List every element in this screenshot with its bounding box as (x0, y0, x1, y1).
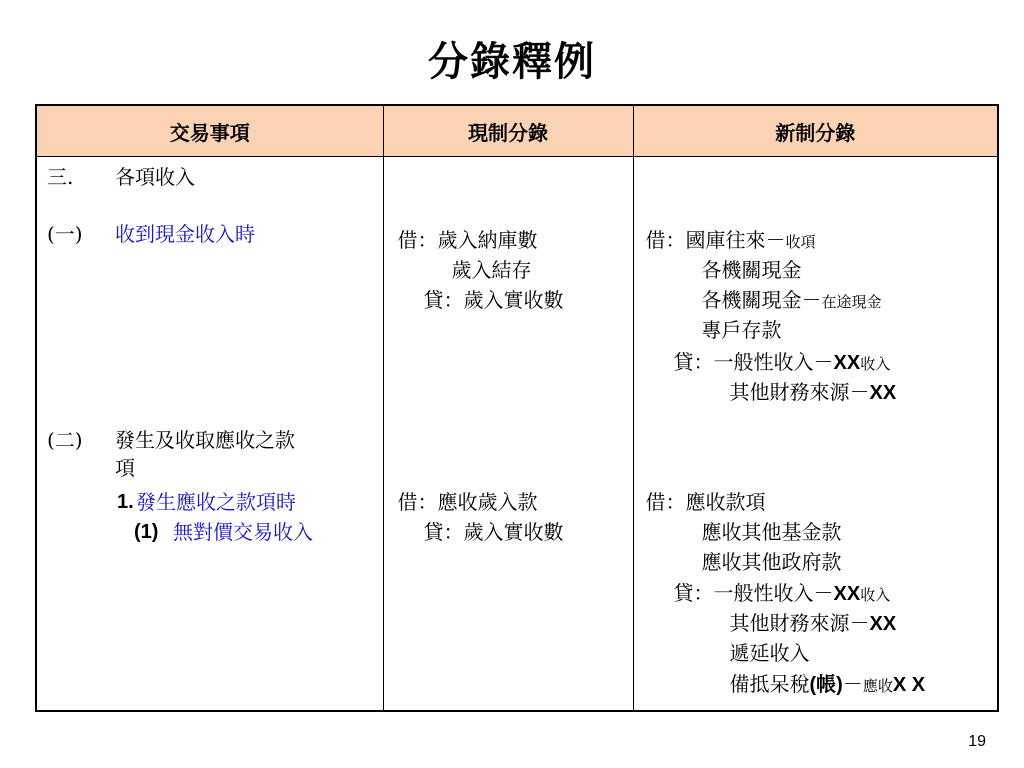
entry-line: 各機關現金－在途現金 (701, 288, 882, 312)
entry-line: 借：應收歲入款 (397, 490, 538, 514)
entry-line: 應收其他基金款 (701, 520, 842, 544)
section-title: 各項收入 (115, 165, 195, 189)
entry-line: 各機關現金 (701, 258, 802, 282)
slide-title: 分錄釋例 (428, 38, 596, 85)
entry-line: 應收其他政府款 (701, 550, 842, 574)
entry-line: 貸：一般性收入－XX收入 (673, 581, 891, 605)
entry-line: 貸：一般性收入－XX收入 (673, 350, 891, 374)
item-title-receivables-cont: 項 (115, 456, 135, 480)
item-number: (二) (47, 428, 83, 452)
entry-line: 遞延收入 (729, 641, 810, 665)
entry-line: 備抵呆稅(帳)－應收X X (729, 672, 926, 696)
entry-line: 借：歲入納庫數 (397, 228, 538, 252)
entry-line: 其他財務來源－XX (729, 380, 897, 404)
sub-item-number: 1. (117, 491, 134, 513)
entry-line: 貸：歲入實收數 (423, 288, 564, 312)
entry-line: 專戶存款 (701, 318, 782, 342)
header-new-system: 新制分錄 (633, 105, 998, 157)
entry-line: 貸：歲入實收數 (423, 520, 564, 544)
transaction-cell (36, 157, 383, 712)
sub-item-title: 發生應收之款項時 (136, 490, 296, 514)
item-title-receivables: 發生及收取應收之款 (115, 428, 295, 452)
entry-line: 其他財務來源－XX (729, 611, 897, 635)
page-number: 19 (968, 733, 986, 750)
table-body-row (36, 157, 998, 712)
table-header-row (36, 105, 998, 157)
sub-sub-item-title: 無對價交易收入 (173, 520, 313, 544)
new-entry-cell (633, 157, 998, 712)
item-title-cash-received: 收到現金收入時 (115, 222, 255, 246)
journal-entry-table (35, 104, 999, 712)
header-current-system: 現制分錄 (383, 105, 633, 157)
entry-line: 借：國庫往來－收項 (645, 228, 816, 252)
item-number: (一) (47, 222, 83, 246)
entry-line: 借：應收款項 (645, 490, 766, 514)
entry-line: 歲入結存 (451, 258, 532, 282)
current-entry-cell (383, 157, 633, 712)
section-number: 三. (47, 165, 74, 189)
sub-sub-item-number: (1) (134, 521, 159, 543)
header-transaction: 交易事項 (36, 105, 383, 157)
